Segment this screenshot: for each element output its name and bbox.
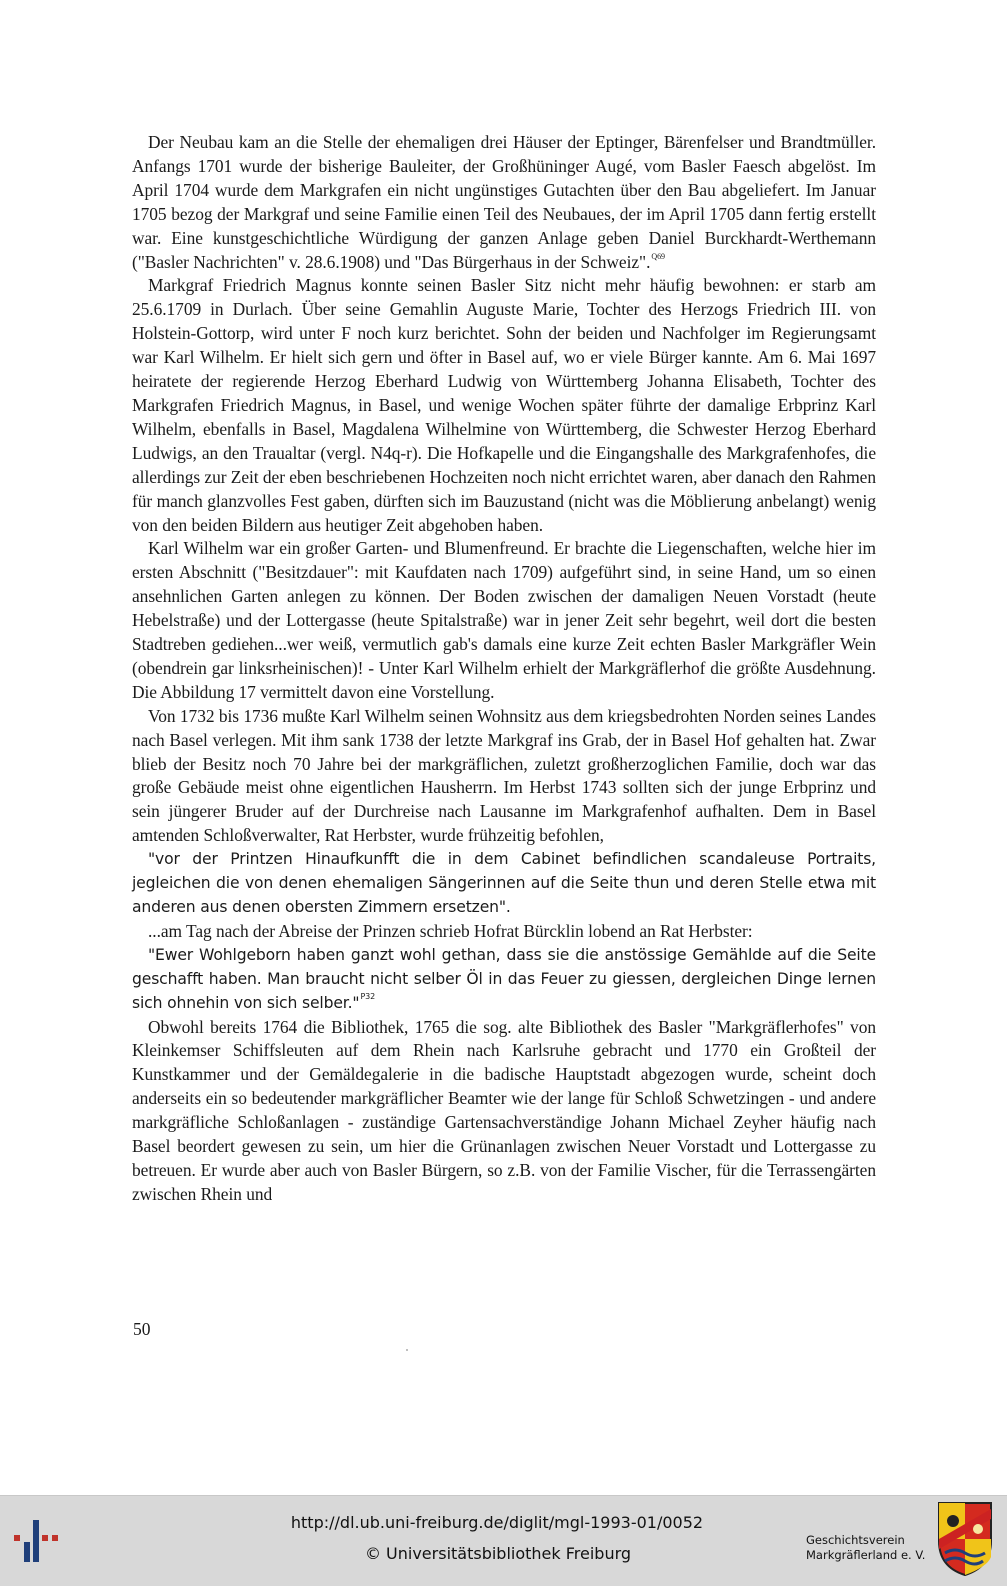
body-text: [132, 131, 876, 1207]
copyright-notice: © Universitätsbibliothek Freiburg: [364, 1544, 632, 1563]
footnote-marker: Q69: [651, 251, 666, 261]
paragraph-1732-1736: Von 1732 bis 1736 mußte Karl Wilhelm seinen Wohnsitz aus dem kriegsbedrohten Norden seines Landes nach Basel verlegen. Mit ihm sank 1738 der letzte Markgraf ins Grab, der in Basel Hof gehalten hat. Zwar blieb der Besitz noch 70 Jahre bei der markgräflichen, zuletzt großherzoglichen Familie, doch war das große Gebäude meist ohne eigentlichen Hausherrn. Im Herbst 1743 sollten sich der junge Erbprinz und sein jüngerer Bruder auf der Durchreise nach Lausanne im Markgrafenhof aufhalten. Dem in Basel amtenden Schloßverwalter, Rat Herbster, wurde frühzeitig befohlen,: [132, 705, 876, 846]
source-url-link[interactable]: http://dl.ub.uni-freiburg.de/diglit/mgl-1993-01/0052: [290, 1513, 704, 1532]
scan-speck: [406, 1349, 408, 1351]
page-number: 50: [133, 1319, 151, 1339]
paragraph-neubau: [132, 131, 876, 274]
society-line-1: Geschichtsverein: [806, 1533, 905, 1547]
quote-printzen: "vor der Printzen Hinaufkunfft die in dem Cabinet befindlichen scandaleuse Portraits, jegleichen die von denen ehemaligen Sängerinnen auf die Seite thun und deren Stelle etwa mit anderen aus denen obersten Zimmern ersetzen".: [132, 850, 876, 916]
society-line-2: Markgräflerland e. V.: [806, 1548, 926, 1562]
society-name: [806, 1533, 925, 1563]
paragraph-bibliothek: Obwohl bereits 1764 die Bibliothek, 1765 die sog. alte Bibliothek des Basler "Markgräflerhofes" von Kleinkemser Schiffsleuten auf dem Rhein nach Karlsruhe gebracht und 1770 ein Großteil der Kunstkammer und der Gemäldegalerie in die badische Hauptstadt abgezogen wurde, scheint doch anderseits ein so bedeutender markgräflicher Beamter wie der lange für Schloß Schwetzingen - und andere markgräfliche Schloßanlagen - zuständige Gartensachverständige Johann Michael Zeyher häufig nach Basel beordert gewesen zu sein, um hier die Grünanlagen zwischen Neuer Vorstadt und Lottergasse zu betreuen. Er wurde aber auch von Basler Bürgern, so z.B. von der Familie Vischer, für die Terrassengärten zwischen Rhein und: [132, 1016, 876, 1204]
quote-wohlgeborn: [132, 944, 876, 1016]
library-logo-icon: [14, 1518, 60, 1562]
coat-of-arms-icon: [937, 1501, 993, 1577]
footnote-marker: P32: [360, 991, 376, 1001]
paragraph-friedrich-magnus: Markgraf Friedrich Magnus konnte seinen Basler Sitz nicht mehr häufig bewohnen: er starb am 25.6.1709 in Durlach. Über seine Gemahlin Auguste Marie, Tochter des Herzogs Friedrich III. von Holstein-Gottorp, wird unter F noch kurz berichtet. Sohn der beiden und Nachfolger im Regierungsamt war Karl Wilhelm. Er hielt sich gern und öfter in Basel auf, wo er viele Bürger kannte. Am 6. Mai 1697 heiratete der regierende Herzog Eberhard Ludwig von Württemberg Johanna Elisabeth, Tochter des Markgrafen Friedrich Magnus, in Basel, und wenige Wochen später führte der damalige Erbprinz Karl Wilhelm, ebenfalls in Basel, Magdalena Wilhelmine von Württemberg, die Schwester Herzog Eberhard Ludwigs, an den Traualtar (vergl. N4q-r). Die Hofkapelle und die Eingangshalle des Markgrafenhofes, die allerdings zur Zeit der eben beschriebenen Hochzeiten noch nicht errichtet waren, aber danach den Rahmen für manch glanzvolles Fest gaben, dürften sich im Bauzustand (nicht was die Möblierung anbelangt) wenig von den beiden Bildern aus heutiger Zeit abgehoben haben.: [132, 275, 876, 535]
paragraph-karl-wilhelm: Karl Wilhelm war ein großer Garten- und Blumenfreund. Er brachte die Liegenschaften, welche hier im ersten Abschnitt ("Besitzdauer": mit Kaufdaten nach 1709) aufgeführt sind, in seine Hand, um so einen ansehnlichen Garten anlegen zu können. Der Boden zwischen der damaligen Neuen Vorstadt (heute Hebelstraße) und der Lottergasse (heute Spitalstraße) war in jener Zeit sehr begehrt, weil dort die besten Stadtreben gediehen...wer weiß, vermutlich gab's damals eine kurze Zeit echten Basler Markgräfler Wein (obendrein gar linksrheinischen)! - Unter Karl Wilhelm erhielt der Markgräflerhof die größte Ausdehnung. Die Abbildung 17 vermittelt davon eine Vorstellung.: [132, 538, 876, 702]
paragraph-text: Der Neubau kam an die Stelle der ehemaligen drei Häuser der Eptinger, Bärenfelser und Brandtmüller. Anfangs 1701 wurde der bisherige Bauleiter, der Großhüninger Augé, vom Basler Faesch abgelöst. Im April 1704 wurde dem Markgrafen ein nicht ungünstiges Gutachten über den Bau abgeliefert. Im Januar 1705 bezog der Markgraf und seine Familie einen Teil des Neubaues, der im April 1705 dann fertig erstellt war. Eine kunstgeschichtliche Würdigung der ganzen Anlage geben Daniel Burckhardt-Werthemann ("Basler Nachrichten" v. 28.6.1908) und "Das Bürgerhaus in der Schweiz".: [132, 132, 876, 272]
paragraph-buercklin: ...am Tag nach der Abreise der Prinzen schrieb Hofrat Bürcklin lobend an Rat Herbster:: [148, 920, 753, 941]
footer-bar: [0, 1495, 1007, 1586]
quote-text: "Ewer Wohlgeborn haben ganzt wohl gethan, dass sie die anstössige Gemählde auf die Seite geschafft haben. Man braucht nicht selber Öl in das Feuer zu giessen, dergleichen Dinge lernen sich ohnehin von sich selber.": [132, 945, 876, 1012]
